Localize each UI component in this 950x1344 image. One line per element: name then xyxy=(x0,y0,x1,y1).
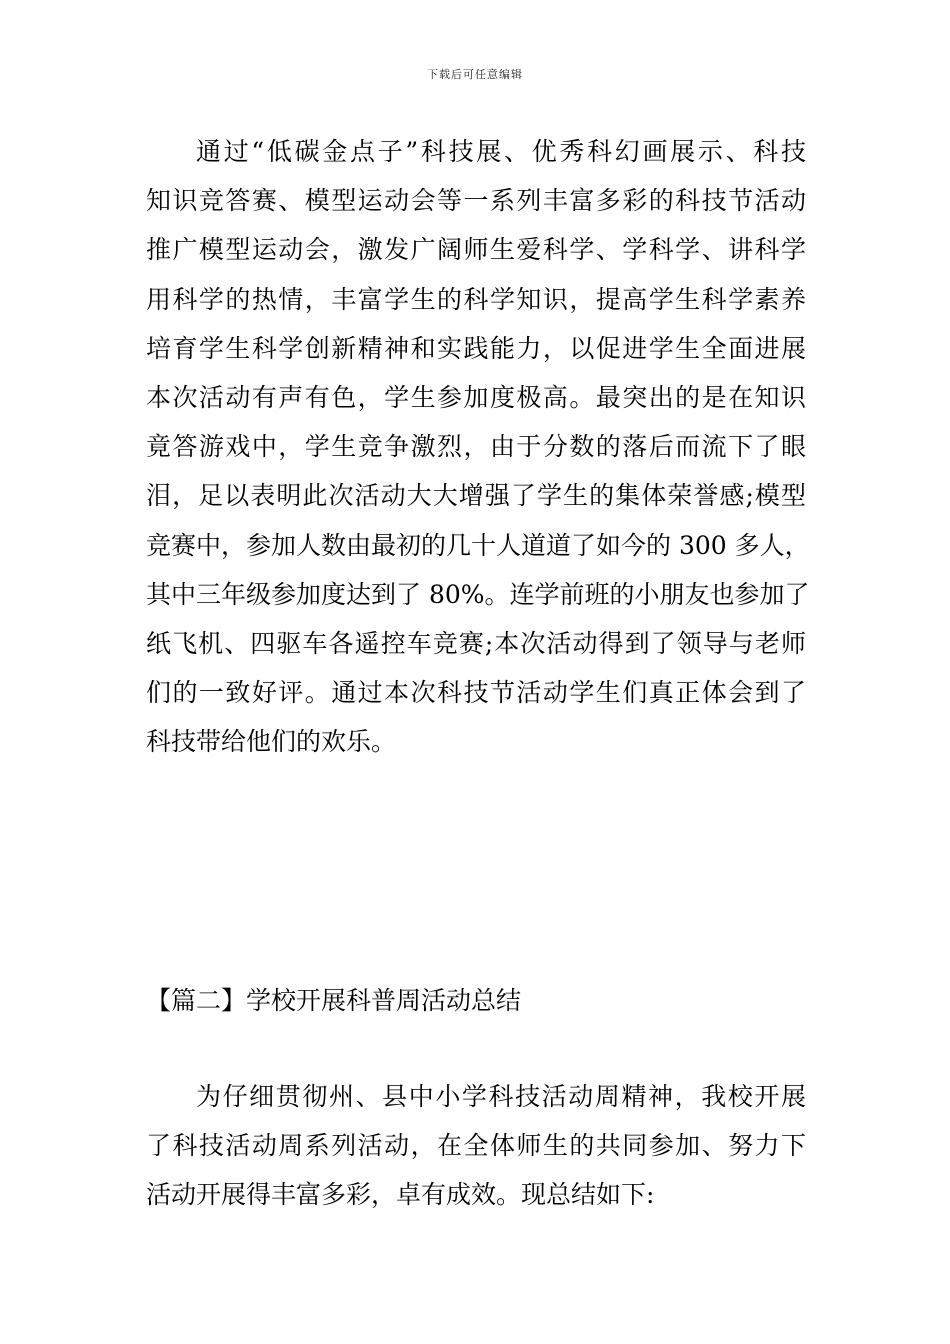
paragraph-line: 培育学生科学创新精神和实践能力，以促进学生全面进展 xyxy=(146,333,806,363)
paragraph-line: 泪，足以表明此次活动大大增强了学生的集体荣誉感;模型 xyxy=(146,481,806,511)
paragraph-line: 为仔细贯彻州、县中小学科技活动周精神，我校开展 xyxy=(196,1082,806,1111)
paragraph-line: 推广模型运动会，激发广阔师生爱科学、学科学、讲科学 xyxy=(146,235,806,265)
paragraph-line: 其中三年级参加度达到了 80%。连学前班的小朋友也参加了 xyxy=(146,579,810,609)
paragraph-line: 本次活动有声有色，学生参加度极高。最突出的是在知识 xyxy=(146,383,806,413)
paragraph-line: 科技带给他们的欢乐。 xyxy=(146,727,397,757)
paragraph-line: 们的一致好评。通过本次科技节活动学生们真正体会到了 xyxy=(146,678,806,708)
paragraph-1 xyxy=(146,127,810,767)
paragraph-line: 活动开展得丰富多彩，卓有成效。现总结如下: xyxy=(146,1180,655,1210)
header-note: 下载后可任意编辑 xyxy=(427,68,523,81)
paragraph-line: 竟答游戏中，学生竞争激烈，由于分数的落后而流下了眼 xyxy=(146,432,806,462)
paragraph-line: 了科技活动周系列活动，在全体师生的共同参加、努力下 xyxy=(146,1131,806,1161)
paragraph-line: 用科学的热情，丰富学生的科学知识，提高学生科学素养 xyxy=(146,284,806,314)
paragraph-line: 竞赛中，参加人数由最初的几十人道道了如今的 300 多人， xyxy=(146,530,810,560)
paragraph-line: 纸飞机、四驱车各遥控车竞赛;本次活动得到了领导与老师 xyxy=(146,629,806,659)
paragraph-line: 知识竞答赛、模型运动会等一系列丰富多彩的科技节活动 xyxy=(146,186,806,216)
paragraph-line: 通过“低碳金点子”科技展、优秀科幻画展示、科技 xyxy=(196,137,806,166)
section-heading: 【篇二】学校开展科普周活动总结 xyxy=(146,986,522,1015)
paragraph-2 xyxy=(146,1072,806,1220)
